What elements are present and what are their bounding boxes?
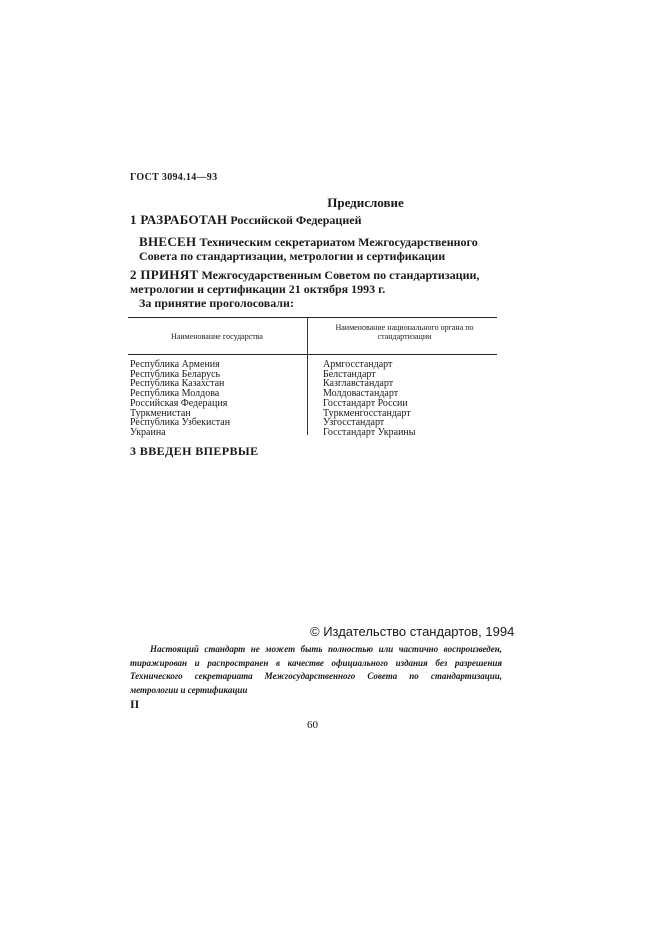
table-cell-body: Казглавстандарт	[323, 378, 394, 390]
table-column-states	[130, 360, 230, 438]
table-cell-body: Госстандарт России	[323, 397, 408, 409]
table-header-body: Наименование национального органа по стандартизации	[335, 323, 474, 341]
table-top-rule	[128, 317, 497, 318]
table-cell-state: Республика Казахстан	[130, 378, 225, 390]
item-developed	[130, 213, 362, 227]
table-header-rule	[128, 354, 497, 355]
item-first-introduced: 3 ВВЕДЕН ВПЕРВЫЕ	[130, 444, 259, 458]
table-cell-state: Туркменистан	[130, 407, 191, 419]
table-cell-body: Туркменгосстандарт	[323, 407, 411, 419]
item-adopted-text: Межгосударственным Советом по стандартизации, метрологии и сертификации 21 октября 1993 г.	[130, 268, 480, 296]
section-title: Предисловие	[327, 195, 404, 210]
reproduction-notice: Настоящий стандарт не может быть полностью или частично воспроизведен, тиражирован и распространен в качестве официального издания без разрешения Технического секретариата Межгосударственного Совета по стандартизации, метрологии и сертификации	[130, 644, 502, 695]
table-header-state: Наименование государства	[171, 332, 263, 341]
item-introduced-text: Техническим секретариатом Межгосударственного Совета по стандартизации, метрологии и сертификации	[139, 235, 478, 263]
table-cell-body: Узгосстандарт	[323, 417, 385, 429]
table-cell-body: Белстандарт	[323, 368, 376, 380]
table-cell-state: Республика Узбекистан	[130, 417, 231, 429]
item-introduced	[139, 235, 499, 263]
item-adopted-label: 2 ПРИНЯТ	[130, 267, 199, 282]
table-cell-state: Российская Федерация	[130, 397, 228, 409]
copyright-line: © Издательство стандартов, 1994	[310, 624, 515, 639]
table-cell-body: Госстандарт Украины	[323, 426, 416, 438]
table-cell-state: Украина	[130, 426, 166, 438]
item-adopted	[130, 268, 502, 296]
document-code: ГОСТ 3094.14—93	[130, 172, 218, 183]
roman-page-marker: II	[130, 697, 140, 711]
table-column-divider	[307, 317, 308, 435]
voted-heading: За принятие проголосовали:	[139, 296, 294, 310]
item-developed-label: 1 РАЗРАБОТАН	[130, 212, 228, 227]
item-developed-text: Российской Федерацией	[227, 213, 362, 227]
page-number: 60	[307, 719, 318, 731]
table-cell-state: Республика Молдова	[130, 388, 220, 400]
item-introduced-label: ВНЕСЕН	[139, 234, 197, 249]
table-cell-body: Армгосстандарт	[323, 359, 393, 370]
table-cell-body: Молдовастандарт	[323, 388, 399, 400]
table-cell-state: Республика Армения	[130, 359, 220, 370]
table-cell-state: Республика Беларусь	[130, 368, 221, 380]
table-column-bodies	[323, 360, 416, 438]
